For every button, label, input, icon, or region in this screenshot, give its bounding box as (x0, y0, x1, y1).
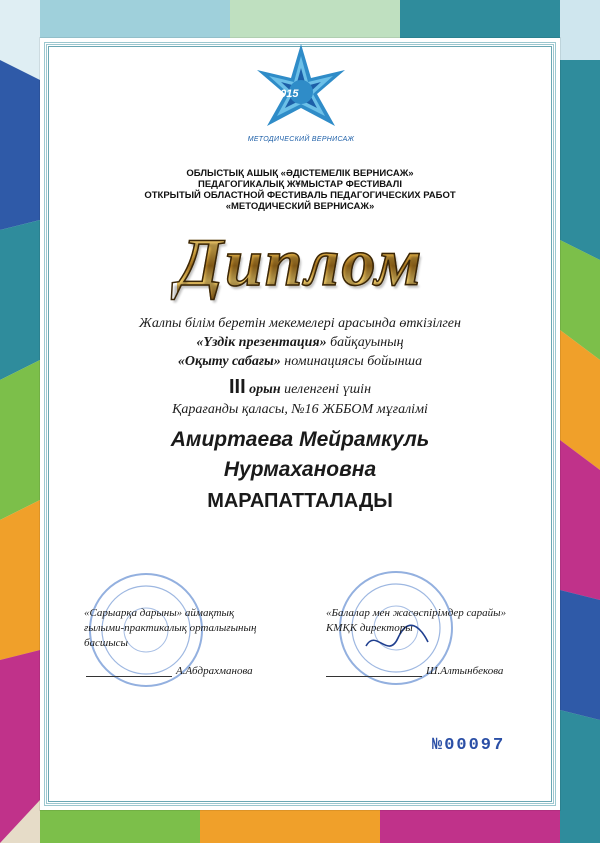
header-line-3: ОТКРЫТЫЙ ОБЛАСТНОЙ ФЕСТИВАЛЬ ПЕДАГОГИЧЕСКИХ РАБОТ (144, 190, 456, 201)
nomination-name: «Оқыту сабағы» (177, 354, 281, 369)
festival-logo (228, 40, 374, 152)
right-signatory-title (326, 606, 536, 636)
right-signature-line (326, 676, 422, 677)
header-line-4: «МЕТОДИЧЕСКИЙ ВЕРНИСАЖ» (225, 201, 375, 212)
award-word: МАРАПАТТАЛАДЫ (207, 490, 393, 512)
header-line-1: ОБЛЫСТЫҚ АШЫҚ «ӘДІСТЕМЕЛІК ВЕРНИСАЖ» (186, 168, 414, 179)
right-title-line-1: «Балалар мен жасөспірімдер сарайы» (326, 607, 507, 619)
left-signatory-title (84, 606, 324, 651)
left-title-line-3: басшысы (84, 637, 128, 649)
recipient-patronymic: Нурмахановна (223, 458, 377, 481)
body-line-5: Қарағанды қаласы, №16 ЖББОМ мұғалімі (172, 402, 428, 417)
body-line-1: Жалпы білім беретін мекемелері арасында өткізілген (139, 316, 461, 331)
right-signatory-name: Ш.Алтынбекова (426, 665, 504, 677)
left-signatory-name: А.Абдрахманова (176, 665, 253, 677)
logo-year: 2015 (274, 88, 299, 100)
left-title-line-2: ғылыми-практикалық орталығының (84, 622, 257, 634)
logo-caption: МЕТОДИЧЕСКИЙ ВЕРНИСАЖ (247, 136, 355, 143)
organizer-header (100, 168, 500, 212)
left-title-line-1: «Сарыарқа дарыны» аймақтық (84, 607, 235, 619)
right-title-line-2: КМҚК директоры (326, 622, 413, 634)
left-signature-line (86, 676, 172, 677)
place-rest: иеленгені үшін (280, 382, 372, 397)
place-line (70, 376, 530, 399)
diploma-number: №00097 (432, 736, 506, 755)
contest-name: «Үздік презентация» (196, 335, 327, 350)
recipient-name: Амиртаева Мейрамкуль (170, 428, 430, 451)
body-line-3-rest: номинациясы бойынша (280, 354, 423, 369)
place-number: III (228, 376, 246, 398)
body-line-3 (70, 354, 530, 370)
place-word: орын (245, 382, 281, 397)
diploma-title (130, 222, 470, 302)
star-logo-icon (228, 40, 374, 140)
body-line-2-rest: байқауының (326, 335, 404, 350)
header-line-2: ПЕДАГОГИКАЛЫҚ ЖҰМЫСТАР ФЕСТИВАЛІ (198, 179, 402, 190)
body-line-2 (70, 335, 530, 351)
diploma-title-text: Диплом (176, 224, 424, 300)
